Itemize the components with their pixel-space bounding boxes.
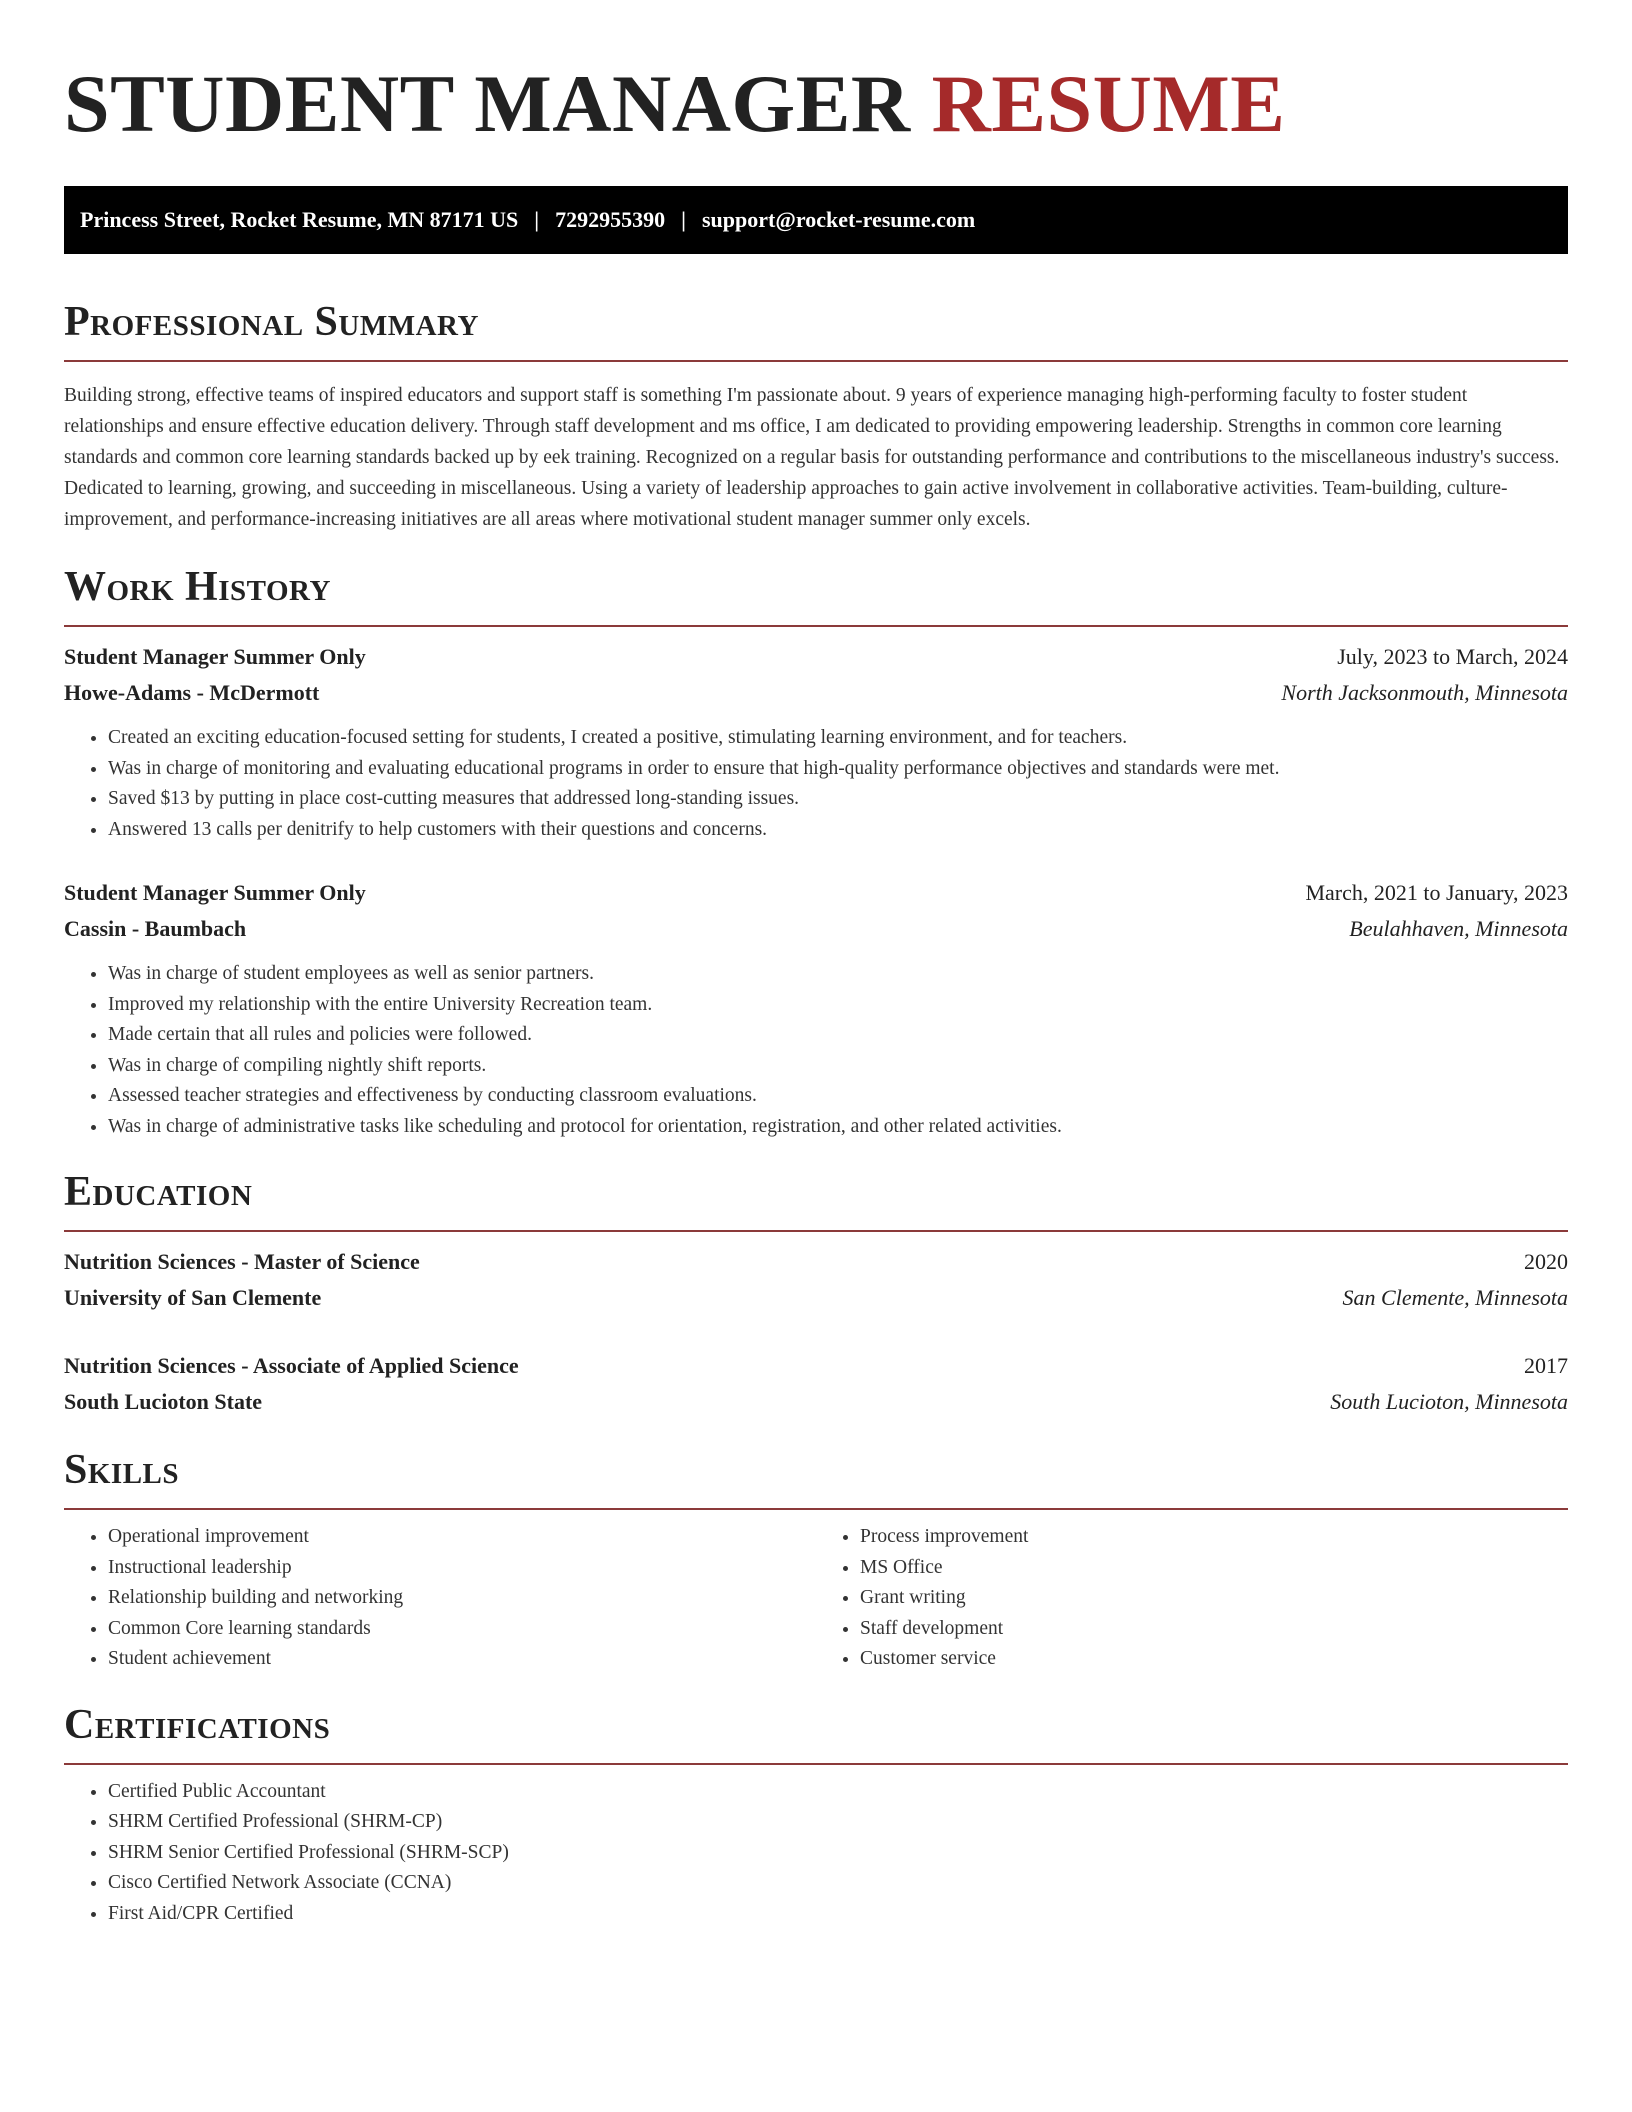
contact-address: Princess Street, Rocket Resume, MN 87171 US <box>80 207 519 232</box>
list-item: • Made certain that all rules and policies were followed. <box>108 1020 1568 1051</box>
certification-item: • First Aid/CPR Certified <box>108 1899 1568 1930</box>
education-header-row <box>64 1348 1568 1384</box>
certification-item: • Cisco Certified Network Associate (CCNA) <box>108 1868 1568 1899</box>
contact-separator: | <box>534 207 540 232</box>
list-item: • Was in charge of compiling nightly shift reports. <box>108 1051 1568 1082</box>
skill-item: • MS Office <box>860 1553 1568 1584</box>
job-dates: July, 2023 to March, 2024 <box>1337 644 1568 669</box>
skill-item: • Relationship building and networking <box>108 1583 816 1614</box>
job-company: Cassin - Baumbach <box>64 916 247 941</box>
education-school-row <box>64 1280 1568 1316</box>
list-item: • Was in charge of administrative tasks like scheduling and protocol for orientation, registration, and other related activities. <box>108 1112 1568 1143</box>
education-location: South Lucioton, Minnesota <box>1330 1389 1568 1414</box>
certifications-section <box>64 1701 1568 1930</box>
education-school-row <box>64 1384 1568 1420</box>
contact-email[interactable]: support@rocket-resume.com <box>702 207 976 232</box>
job-entry <box>64 639 1568 845</box>
job-location: North Jacksonmouth, Minnesota <box>1281 680 1568 705</box>
job-location: Beulahhaven, Minnesota <box>1349 916 1568 941</box>
section-heading-skills: Skills <box>64 1447 180 1493</box>
education-entry <box>64 1348 1568 1420</box>
title-main: STUDENT MANAGER <box>64 58 911 149</box>
list-item: • Was in charge of student employees as well as senior partners. <box>108 959 1568 990</box>
section-divider <box>64 625 1568 627</box>
skill-item: • Instructional leadership <box>108 1553 816 1584</box>
job-bullets <box>64 723 1568 845</box>
education-header-row <box>64 1244 1568 1280</box>
education-school: South Lucioton State <box>64 1389 263 1414</box>
job-title: Student Manager Summer Only <box>64 644 366 669</box>
certifications-list <box>64 1777 1568 1930</box>
skills-list-right <box>816 1522 1568 1675</box>
skills-grid <box>64 1522 1568 1675</box>
education-location: San Clemente, Minnesota <box>1342 1285 1568 1310</box>
certification-item: • SHRM Certified Professional (SHRM-CP) <box>108 1807 1568 1838</box>
list-item: • Answered 13 calls per denitrify to help customers with their questions and concerns. <box>108 815 1568 846</box>
skills-section <box>64 1446 1568 1675</box>
list-item: • Improved my relationship with the entire University Recreation team. <box>108 990 1568 1021</box>
job-bullets <box>64 959 1568 1142</box>
certification-item: • Certified Public Accountant <box>108 1777 1568 1808</box>
education-year: 2017 <box>1524 1353 1568 1378</box>
job-company-row <box>64 911 1568 947</box>
section-divider <box>64 1230 1568 1232</box>
skill-item: • Process improvement <box>860 1522 1568 1553</box>
job-dates: March, 2021 to January, 2023 <box>1305 880 1568 905</box>
list-item: • Assessed teacher strategies and effectiveness by conducting classroom evaluations. <box>108 1081 1568 1112</box>
skill-item: • Student achievement <box>108 1644 816 1675</box>
section-heading-certifications: Certifications <box>64 1701 331 1748</box>
job-header-row <box>64 639 1568 675</box>
list-item: • Created an exciting education-focused setting for students, I created a positive, stimulating learning environment, and for teachers. <box>108 723 1568 754</box>
section-divider <box>64 1508 1568 1510</box>
work-history-section <box>64 563 1568 1142</box>
summary-text: Building strong, effective teams of inspired educators and support staff is something I'm passionate about. 9 years of experience managing high-performing faculty to foster student relationships and ensure effective education delivery. Through staff development and ms office, I am dedicated to providing empowering leadership. Strengths in common core learning standards and common core learning standards backed up by eek training. Recognized on a regular basis for outstanding performance and contributions to the miscellaneous industry's success. Dedicated to learning, growing, and succeeding in miscellaneous. Using a variety of leadership approaches to gain active involvement in collaborative activities. Team-building, culture-improvement, and performance-increasing initiatives are all areas where motivational student manager summer only excels. <box>64 385 1560 530</box>
summary-section <box>64 298 1568 535</box>
list-item: • Was in charge of monitoring and evaluating educational programs in order to ensure that high-quality performance objectives and standards were met. <box>108 754 1568 785</box>
education-entry <box>64 1244 1568 1316</box>
skill-item: • Common Core learning standards <box>108 1614 816 1645</box>
skill-item: • Staff development <box>860 1614 1568 1645</box>
job-entry <box>64 875 1568 1142</box>
contact-bar <box>64 186 1568 254</box>
skill-item: • Grant writing <box>860 1583 1568 1614</box>
job-header-row <box>64 875 1568 911</box>
section-divider <box>64 1763 1568 1765</box>
certification-item: • SHRM Senior Certified Professional (SHRM-SCP) <box>108 1838 1568 1869</box>
section-divider <box>64 360 1568 362</box>
list-item: • Saved $13 by putting in place cost-cutting measures that addressed long-standing issues. <box>108 784 1568 815</box>
section-heading-education: Education <box>64 1169 253 1215</box>
contact-phone[interactable]: 7292955390 <box>555 207 666 232</box>
skills-list-left <box>64 1522 816 1675</box>
resume-title <box>64 56 1568 152</box>
job-company: Howe-Adams - McDermott <box>64 680 320 705</box>
skill-item: • Customer service <box>860 1644 1568 1675</box>
section-heading-work-history: Work History <box>64 564 331 610</box>
contact-separator: | <box>681 207 686 232</box>
education-section <box>64 1168 1568 1420</box>
education-degree: Nutrition Sciences - Master of Science <box>64 1249 420 1274</box>
education-year: 2020 <box>1524 1249 1568 1274</box>
education-school: University of San Clemente <box>64 1285 322 1310</box>
education-degree: Nutrition Sciences - Associate of Applied Science <box>64 1353 519 1378</box>
title-accent: RESUME <box>931 58 1286 149</box>
job-company-row <box>64 675 1568 711</box>
skill-item: • Operational improvement <box>108 1522 816 1553</box>
section-heading-summary: Professional Summary <box>64 299 479 345</box>
job-title: Student Manager Summer Only <box>64 880 366 905</box>
